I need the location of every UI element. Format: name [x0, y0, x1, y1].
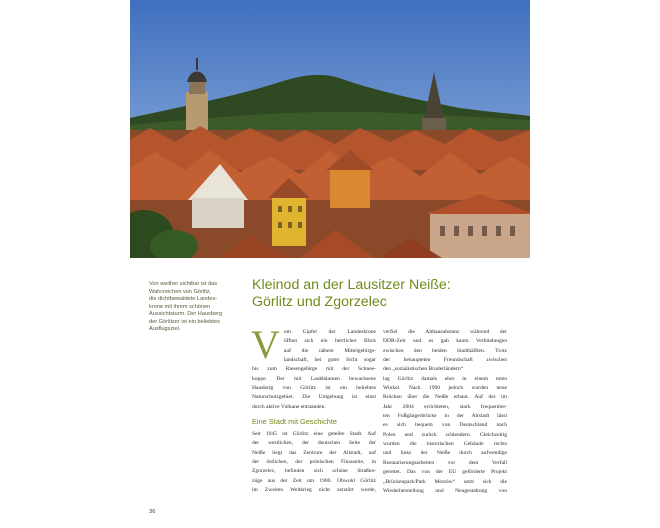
text-line: durch aktive Vulkane entstanden. — [252, 403, 326, 410]
text-line: Brücken über die Neiße erbaut. Auf der im — [383, 394, 507, 401]
text-line: Winkel. Nach 1990 jedoch wurden neue — [383, 385, 507, 392]
text-line: Naturschutzgebiet. Die Umgebung ist einst — [252, 394, 376, 401]
page-number: 36 — [149, 509, 156, 515]
text-line: auf die nähere Mittelgebirgs- — [283, 347, 376, 354]
text-line: gerettet. Das von der EU geförderte Projekt — [383, 469, 507, 476]
caption-line: krone mit ihrem schönen — [149, 303, 211, 310]
text-line: Hausberg von Görlitz ist ein beliebtes — [252, 385, 376, 392]
text-line: öffnet sich ein herrlicher Blick — [283, 338, 376, 345]
text-line: der behaupteten Freundschaft zwischen — [383, 357, 507, 364]
photo-caption — [149, 281, 231, 334]
caption-line: Aussichtsturm. Der Hausberg — [149, 311, 223, 317]
text-line: wurden die historischen Gebäude rechts — [383, 441, 507, 448]
text-line: Restaurierungsarbeiten vor dem Verfall — [383, 459, 507, 466]
title-line-2: Görlitz und Zgorzelec — [252, 294, 387, 310]
caption-line: die dichtbewaldete Landes- — [149, 296, 218, 302]
text-line: der östlichen, der polnischen Flussseite, in — [252, 459, 376, 466]
townscape-photo — [130, 0, 530, 258]
text-line: Seit 1945 ist Görlitz eine geteilte Stadt. Auf — [252, 431, 376, 438]
text-line: Polen und zurück schlendern. Gleichzeitig — [383, 431, 507, 438]
text-line: der westlichen, der deutschen Seite der — [252, 440, 376, 447]
text-line: landschaft, bei guter Sicht sogar — [283, 357, 376, 364]
caption-line: Von weither sichtbar ist das — [149, 281, 218, 287]
text-line: koppe. Der mit Laubbäumen bewachsene — [252, 375, 376, 382]
title-line-1: Kleinod an der Lausitzer Neiße: — [252, 277, 451, 293]
text-line: es sich bequem von Deutschland nach — [383, 422, 507, 429]
article-title — [252, 277, 532, 311]
text-line: lag Görlitz damals eher in einem toten — [383, 375, 507, 382]
drop-cap: V — [251, 322, 280, 367]
caption-line: Wahrzeichen von Görlitz, — [149, 288, 212, 295]
caption-line: der Görlitzer ist ein beliebtes — [149, 318, 220, 325]
text-line: den „sozialistischen Bruderländern“ — [383, 366, 464, 373]
text-line: im Zweiten Weltkrieg nicht zerstört wurde, — [252, 487, 376, 494]
caption-line: Ausflugsziel. — [149, 326, 181, 332]
section-subhead: Eine Stadt mit Geschichte — [252, 417, 338, 427]
text-line: Zgorzelec, befinden sich schöne Straßen- — [252, 468, 376, 475]
text-line: DDR-Zeit und es gab kaum Verbindungen — [383, 338, 507, 345]
text-line: zwischen den beiden Stadthälften. Trotz — [383, 347, 507, 354]
text-line: bis zum Riesengebirge mit der Schnee- — [252, 366, 376, 373]
text-line: om Gipfel der Landeskrone — [283, 329, 376, 335]
photo-illustration — [130, 0, 530, 258]
text-line: verfiel die Altbausubstanz während der — [383, 329, 507, 335]
text-column-2 — [383, 328, 507, 496]
text-line: und links der Neiße durch aufwendige — [383, 450, 507, 457]
text-line: Jahr 2004 errichteten, stark frequentier- — [383, 403, 507, 410]
text-column-1 — [251, 322, 376, 496]
text-line: züge aus der Zeit um 1900. Obwohl Görlitz — [252, 477, 376, 484]
text-line: Wiederherstellung und Neugestaltung von — [383, 487, 507, 494]
text-line: Neiße liegt das Zentrum der Altstadt, auf — [252, 449, 376, 456]
text-line: ten Fußgängerbrücke in der Altstadt lässt — [383, 413, 507, 420]
text-line: „Brückenpark/Park Mostów“ setzt sich die — [383, 478, 507, 485]
